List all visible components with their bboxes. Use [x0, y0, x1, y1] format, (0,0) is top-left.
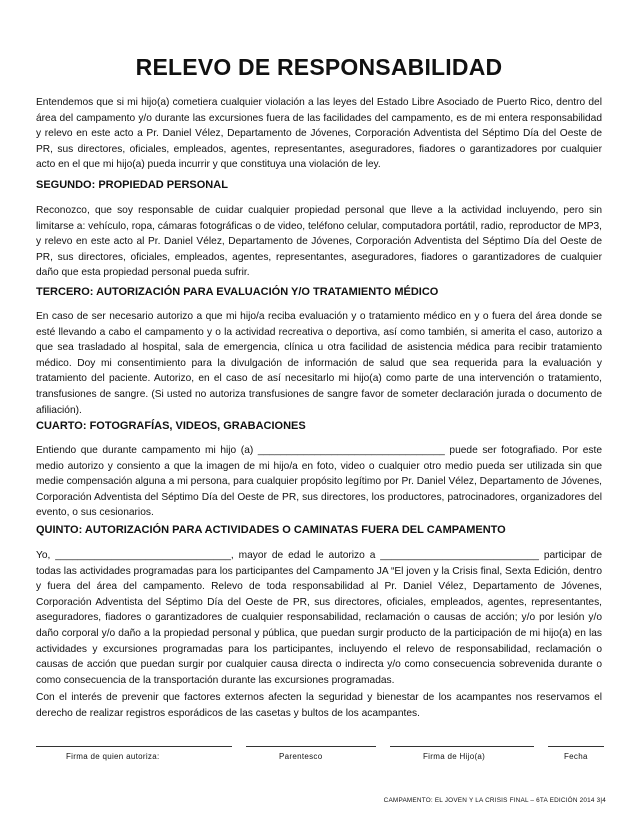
- signature-label-authorizer: Firma de quien autoriza:: [66, 752, 160, 761]
- section-body-activities: Yo, _______________________________, mayor de edad le autorizo a ____________________________ participar de todas las actividades programadas para los participantes del Campamento JA “El joven y la Crisis final, Sexta Edición, dentro y fuera del área del campamento. Relevo de toda responsabilidad al Pr. Daniel Vélez, Departamento de Jóvenes, Corporación Adventista del Séptimo Día del Oeste de PR, sus directores, oficiales, empleados, agentes, representantes, aseguradores, fiadores o garantizadores de cualquier responsabilidad, reclamación o causas de acción; y/o por lesión y/o daño corporal y/o daño a la propiedad personal y pública, que puedan surgir producto de la participación de mi hijo(a) en las actividades y excursiones programadas para los participantes, incluyendo el relevo de responsabilidad, reclamación o causas de acción que puedan surgir por cualquier causa directa o indirecta y/o como consecuencia sobrevenida durante o como consecuencia de la transportación durante las excursiones programadas.: [36, 550, 602, 686]
- page-footer: CAMPAMENTO: EL JOVEN Y LA CRISIS FINAL – 6TA EDICIÓN 2014 3|4: [383, 797, 606, 804]
- signature-label-date: Fecha: [564, 752, 588, 761]
- section-body-medical: En caso de ser necesario autorizo a que mi hijo/a reciba evaluación y o tratamiento médico en y o fuera del área donde se esté llevando a cabo el campamento y o la actividad recreativa o deportiva, así como también, si amerita el caso, autorizo a que sea trasladado al hospital, sala de emergencia, clínica u otra facilidad de asistencia médica para recibir tratamiento médico. Doy mi consentimiento para la divulgación de información de salud que sea requerida para la evaluación y tratamiento del paciente. Autorizo, en el caso de así necesitarlo mi hijo(a) como parte de una intervención o tratamiento, transfusiones de sangre. (Si usted no autoriza transfusiones de sangre favor de someter declaración jurada o documento de afiliación).: [36, 311, 602, 416]
- section-heading-photos: CUARTO: FOTOGRAFÍAS, VIDEOS, GRABACIONES: [36, 420, 306, 432]
- signature-label-relationship: Parentesco: [279, 752, 323, 761]
- section-heading-medical: TERCERO: AUTORIZACIÓN PARA EVALUACIÓN Y/O TRATAMIENTO MÉDICO: [36, 286, 439, 298]
- section-body-photos: Entiendo que durante campamento mi hijo (a) _________________________________ puede ser fotografiado. Por este medio autorizo y consiento a que la imagen de mi hijo/a en foto, video o cualquier otro medio pueda ser utilizada sin que medie compensación alguna a mi persona, para cualquier propósito legítimo por Pr. Daniel Vélez, Departamento de Jóvenes, Corporación Adventista del Séptimo Día del Oeste de PR, sus directores, los productores, patrocinadores, organizadores del evento, o sus cesionarios.: [36, 445, 602, 519]
- intro-paragraph: Entendemos que si mi hijo(a) cometiera cualquier violación a las leyes del Estado Libre Asociado de Puerto Rico, dentro del área del campamento y/o durante las excursiones fuera de las facilidades del campamento, es de mi entera responsabilidad y relevo en este acto a Pr. Daniel Vélez, Departamento de Jóvenes, Corporación Adventista del Séptimo Día del Oeste de PR, sus directores, oficiales, empleados, agentes, representantes, aseguradores, fiadores o garantizadores por cualquier acto en el que mi hijo(a) pueda incurrir y que constituya una violación de ley.: [36, 97, 602, 171]
- section-heading-activities: QUINTO: AUTORIZACIÓN PARA ACTIVIDADES O CAMINATAS FUERA DEL CAMPAMENTO: [36, 524, 506, 536]
- signature-line-relationship[interactable]: [246, 746, 376, 747]
- signature-line-authorizer[interactable]: [36, 746, 232, 747]
- signature-line-date[interactable]: [548, 746, 604, 747]
- closing-paragraph: Con el interés de prevenir que factores externos afecten la seguridad y bienestar de los acampantes nos reservamos el derecho de realizar registros esporádicos de las casetas y bultos de los acampantes.: [36, 692, 602, 719]
- section-heading-personal-property: SEGUNDO: PROPIEDAD PERSONAL: [36, 179, 228, 191]
- document-title: RELEVO DE RESPONSABILIDAD: [135, 54, 503, 80]
- section-body-personal-property: Reconozco, que soy responsable de cuidar cualquier propiedad personal que lleve a la actividad incluyendo, pero sin limitarse a: vehículo, ropa, cámaras fotográficas o de video, teléfono celular, computadora portátil, radio, reproductor de MP3, y relevo en este acto al Pr. Daniel Vélez, Departamento de Jóvenes, Corporación Adventista del Séptimo Día del Oeste de PR, sus directores, oficiales, empleados, agentes, representantes, aseguradores, fiadores o garantizadores de cualquier daño que esta propiedad personal pueda sufrir.: [36, 205, 602, 279]
- signature-line-child[interactable]: [390, 746, 534, 747]
- signature-label-child: Firma de Hijo(a): [423, 752, 486, 761]
